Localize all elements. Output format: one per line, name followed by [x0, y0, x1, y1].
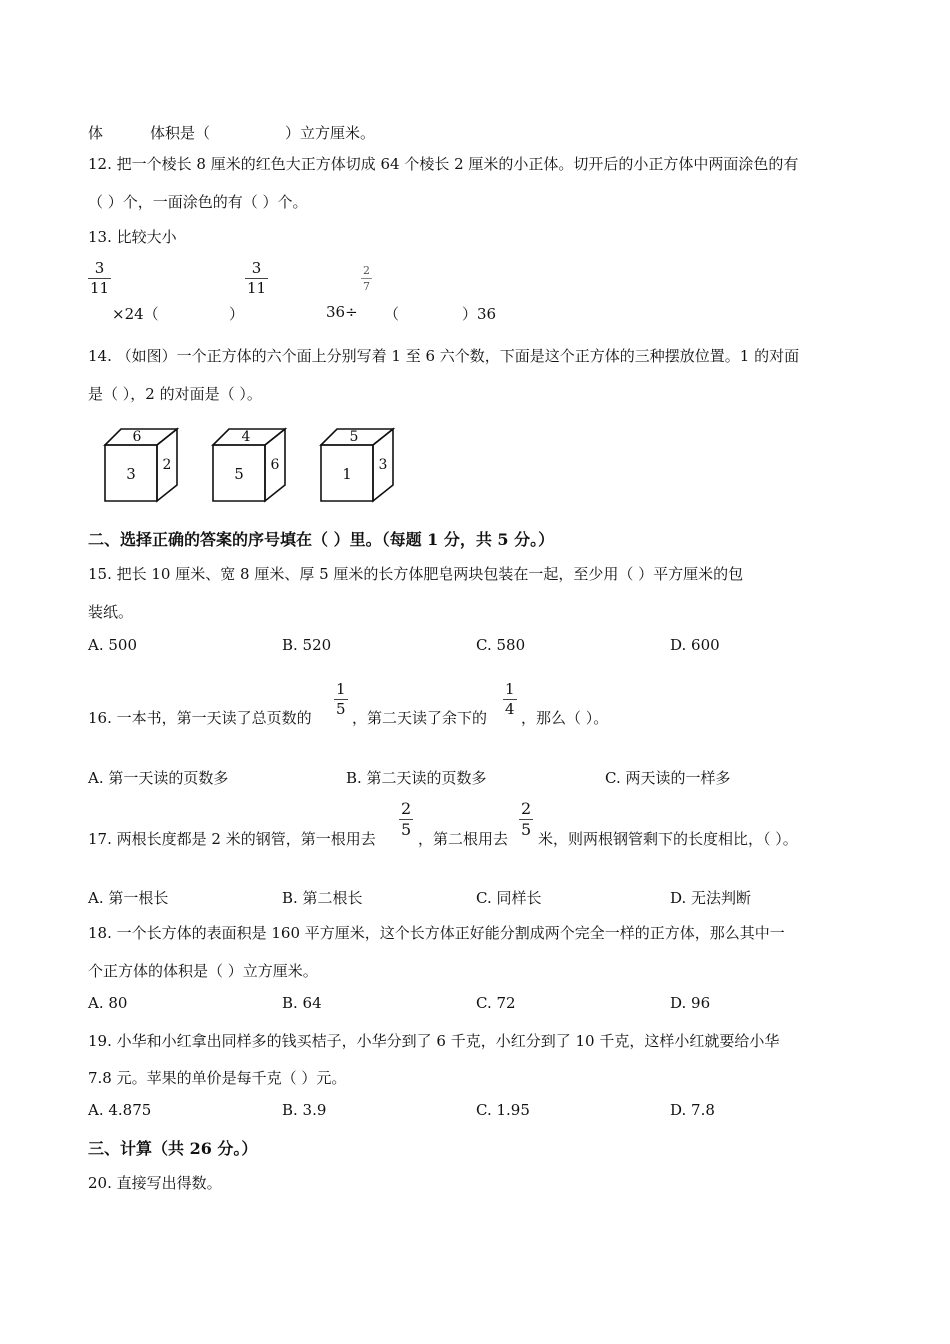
q18-line1: 18. 一个长方体的表面积是 160 平方厘米，这个长方体正好能分割成两个完全一样的正方体，那么其中一 [88, 924, 785, 942]
q13-paren-close: ） [229, 305, 245, 323]
q19-option-b: B. 3.9 [282, 1101, 327, 1119]
cube-3-side: 3 [378, 457, 388, 473]
q15-option-b: B. 520 [282, 636, 332, 654]
q19-option-c: C. 1.95 [476, 1101, 530, 1119]
q16-option-a: A. 第一天读的页数多 [88, 769, 229, 787]
q12-line1: 12. 把一个棱长 8 厘米的红色大正方体切成 64 个棱长 2 厘米的小正体。切开后的小正方体中两面涂色的有 [88, 155, 799, 173]
q17-fraction-2: 2 5 [521, 799, 532, 839]
q13-expr-right-c: ）36 [462, 305, 497, 323]
q17-text-c: 米，则两根钢管剩下的长度相比，（ ）。 [538, 830, 798, 848]
q19-option-a: A. 4.875 [88, 1101, 152, 1119]
cube-1 [105, 429, 177, 501]
cube-3 [321, 429, 393, 501]
q12-line2: （ ）个，一面涂色的有（ ）个。 [88, 193, 308, 211]
q17-text-a: 17. 两根长度都是 2 米的钢管，第一根用去 [88, 830, 376, 848]
q15-line1: 15. 把长 10 厘米、宽 8 厘米、厚 5 厘米的长方体肥皂两块包装在一起，至少用（ ）平方厘米的包 [88, 565, 744, 583]
q13-title: 13. 比较大小 [88, 228, 177, 246]
q16-fraction-1: 1 5 [336, 680, 346, 718]
q16-option-b: B. 第二天读的页数多 [346, 769, 487, 787]
q19-line2: 7.8 元。苹果的单价是每千克（ ）元。 [88, 1069, 347, 1087]
q15-option-d: D. 600 [670, 636, 720, 654]
q13-fraction-3: 2 7 [363, 264, 370, 293]
q18-option-d: D. 96 [670, 994, 711, 1012]
q13-expr-right-b: （ [384, 305, 400, 323]
q14-line1: 14. （如图）一个正方体的六个面上分别写着 1 至 6 六个数，下面是这个正方体的三种摆放位置。1 的对面 [88, 347, 800, 365]
q13-fraction-1: 3 11 [90, 259, 110, 297]
q16-text-b: ，第二天读了余下的 [352, 709, 488, 727]
cube-1-side: 2 [162, 457, 172, 473]
cube-2 [213, 429, 285, 501]
q17-option-c: C. 同样长 [476, 889, 542, 907]
q16-text-c: ，那么（ ）。 [521, 709, 609, 727]
q17-fraction-1: 2 5 [401, 799, 412, 839]
q13-fraction-2: 3 11 [247, 259, 267, 297]
q11-tail-a: 体 [88, 124, 104, 142]
q15-option-a: A. 500 [88, 636, 137, 654]
section-2-title: 二、选择正确的答案的序号填在（ ）里。（每题 1 分，共 5 分。） [88, 530, 555, 549]
cube-figures [95, 418, 405, 510]
q13-expr-right-a: 36÷ [326, 303, 358, 321]
q11-tail-b: 体积是（ [150, 124, 211, 142]
q17-text-b: ，第二根用去 [418, 830, 509, 848]
cube-1-top: 6 [132, 429, 142, 445]
cube-2-side: 6 [270, 457, 280, 473]
q19-line1: 19. 小华和小红拿出同样多的钱买桔子，小华分到了 6 千克，小红分到了 10 千克，这样小红就要给小华 [88, 1032, 780, 1050]
cube-2-front: 5 [234, 465, 244, 483]
q19-option-d: D. 7.8 [670, 1101, 715, 1119]
q17-option-d: D. 无法判断 [670, 889, 752, 907]
q13-expr-left: ×24（ [112, 305, 159, 323]
q15-option-c: C. 580 [476, 636, 526, 654]
q18-option-a: A. 80 [88, 994, 128, 1012]
q18-option-b: B. 64 [282, 994, 322, 1012]
q11-tail-c: ）立方厘米。 [285, 124, 376, 142]
q15-line2: 装纸。 [88, 603, 134, 621]
section-3-title: 三、计算（共 26 分。） [88, 1139, 258, 1158]
q16-text-a: 16. 一本书，第一天读了总页数的 [88, 709, 312, 727]
cube-3-top: 5 [349, 429, 359, 445]
q14-line2: 是（ ），2 的对面是（ ）。 [88, 385, 262, 403]
q17-option-b: B. 第二根长 [282, 889, 363, 907]
q20-text: 20. 直接写出得数。 [88, 1174, 222, 1192]
cube-2-top: 4 [241, 429, 251, 445]
cube-3-front: 1 [342, 465, 352, 483]
q18-line2: 个正方体的体积是（ ）立方厘米。 [88, 962, 318, 980]
q17-option-a: A. 第一根长 [88, 889, 169, 907]
q16-option-c: C. 两天读的一样多 [605, 769, 731, 787]
cube-1-front: 3 [126, 465, 136, 483]
q16-fraction-2: 1 4 [505, 680, 515, 718]
q18-option-c: C. 72 [476, 994, 516, 1012]
